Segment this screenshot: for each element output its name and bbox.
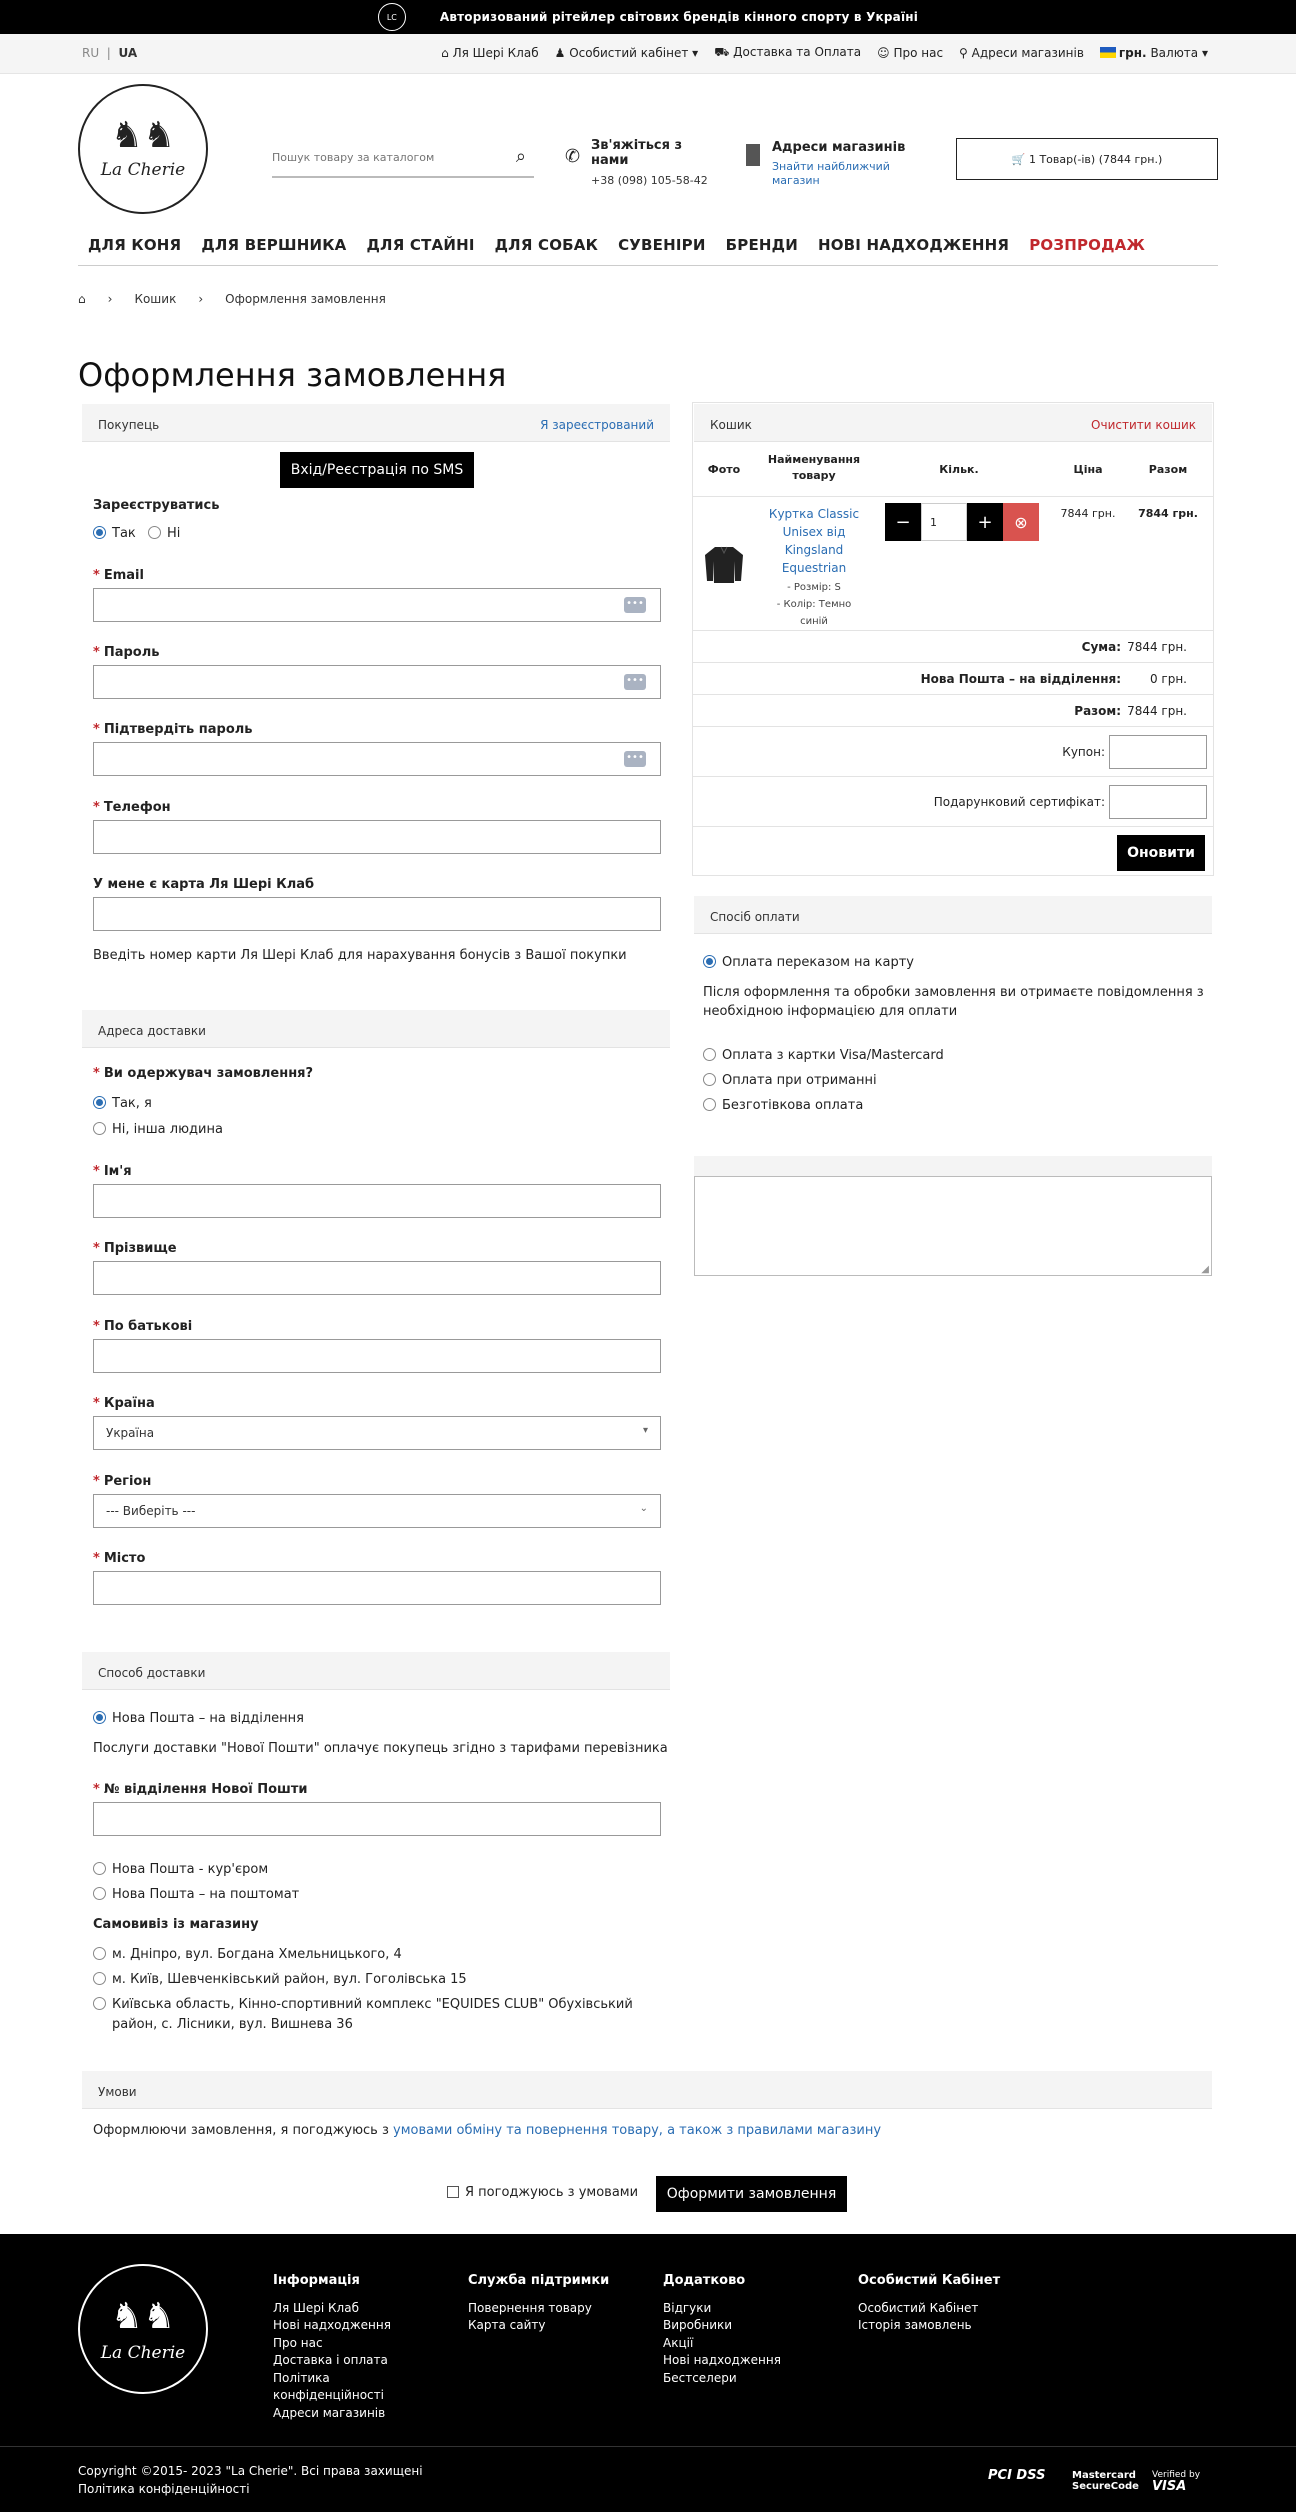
currency-dropdown[interactable] — [1100, 46, 1208, 60]
shipping-np-branch[interactable] — [93, 1711, 304, 1726]
first-name-text: Ім'я — [103, 1164, 132, 1179]
radio[interactable] — [93, 1862, 106, 1875]
update-cart-button[interactable]: Оновити — [1117, 835, 1205, 871]
pickup-dnipro[interactable] — [93, 1947, 402, 1962]
confirm-password-label: * Підтвердіть пароль — [93, 722, 253, 737]
visa-line-a: Verified by — [1152, 2470, 1201, 2480]
phone-icon: ✆ — [565, 146, 581, 167]
search-icon[interactable]: ⌕ — [515, 146, 526, 167]
footer-extra-title: Додатково — [663, 2273, 746, 2288]
caret-down-icon: ▾ — [692, 46, 699, 60]
gift-certificate-input[interactable] — [1109, 785, 1207, 819]
payment-cashless[interactable] — [703, 1098, 863, 1113]
submit-order-button[interactable]: Оформити замовлення — [656, 2176, 847, 2212]
stores-title: Адреси магазинів — [772, 140, 906, 155]
contact-phone[interactable]: +38 (098) 105-58-42 — [591, 174, 708, 187]
user-icon: ♟ — [554, 46, 566, 60]
item-name-line4: Equestrian — [781, 561, 847, 575]
stores-label: Адреси магазинів — [971, 46, 1084, 60]
mc-line-a: Mastercard — [1072, 2470, 1136, 2481]
horses-logo-icon: ♞♞ — [110, 2295, 176, 2337]
shipping-note: Послуги доставки "Нової Пошти" оплачує покупець згідно з тарифами перевізника — [93, 1741, 668, 1756]
register-no-label: Ні — [167, 526, 181, 541]
nav-item-dogs[interactable]: ДЛЯ СОБАК — [494, 236, 599, 254]
radio[interactable] — [703, 1048, 716, 1061]
np-branch-number-field[interactable] — [93, 1802, 661, 1836]
phone-label: * Телефон — [93, 800, 171, 815]
caret-down-icon: ▾ — [1201, 46, 1208, 60]
terms-link[interactable]: умовами обміну та повернення товару, а також з правилами магазину — [393, 2123, 882, 2138]
col-price: Ціна — [1073, 463, 1103, 476]
resize-handle-icon[interactable]: ◢ — [1201, 1264, 1209, 1275]
building-icon — [746, 144, 760, 166]
pickup-kyiv[interactable] — [93, 1972, 467, 1987]
buyer-header-label: Покупець — [98, 418, 160, 432]
stores-link[interactable] — [959, 46, 1084, 60]
item-name-line1: Куртка Classic — [768, 507, 860, 521]
col-photo: Фото — [707, 463, 741, 476]
payment-visa[interactable] — [703, 1048, 944, 1063]
cart-table-header — [693, 443, 1213, 497]
search-box — [272, 140, 534, 178]
ukraine-flag-icon — [1100, 47, 1116, 58]
radio-selected[interactable] — [93, 526, 106, 539]
register-no[interactable] — [148, 526, 180, 541]
item-color-b: синій — [800, 616, 828, 627]
cart-item-row — [693, 497, 1213, 631]
chevron-down-icon: ⌄ — [639, 1503, 648, 1514]
nav-item-rider[interactable]: ДЛЯ ВЕРШНИКА — [201, 236, 347, 254]
handshake-icon: ☺ — [877, 46, 890, 60]
club-link[interactable] — [441, 46, 538, 60]
footer-link[interactable]: Повернення товару — [468, 2300, 592, 2315]
nav-item-new[interactable]: НОВІ НАДХОДЖЕННЯ — [817, 236, 1010, 254]
breadcrumb — [78, 292, 386, 306]
city-label: * Місто — [93, 1551, 146, 1566]
site-logo[interactable] — [78, 84, 208, 214]
pickup-equides-line2: район, с. Лісники, вул. Вишнева 36 — [112, 2017, 353, 2032]
phone-field[interactable] — [93, 820, 661, 854]
remove-icon: ⊗ — [1014, 512, 1028, 532]
utility-bar — [0, 34, 1296, 74]
region-select[interactable] — [93, 1494, 661, 1528]
terms-text — [93, 2123, 881, 2138]
pickup-title: Самовивіз із магазину — [93, 1917, 259, 1932]
password-field[interactable] — [93, 665, 661, 699]
footer-link[interactable]: Акції — [663, 2335, 694, 2350]
cabinet-label: Особистий кабінет — [569, 46, 689, 60]
radio-selected[interactable] — [93, 1096, 106, 1109]
cod-label: Оплата при отриманні — [722, 1073, 877, 1088]
contact-title: Зв'яжіться з нами — [591, 138, 683, 168]
radio-selected[interactable] — [703, 955, 716, 968]
radio[interactable] — [148, 526, 161, 539]
patronymic-field[interactable] — [93, 1339, 661, 1373]
grand-total-value: 7844 грн. — [1127, 704, 1187, 718]
city-text: Місто — [103, 1551, 146, 1566]
footer-account-title: Особистий Кабінет — [858, 2273, 1001, 2288]
search-input[interactable] — [272, 140, 492, 174]
payment-card-transfer[interactable] — [703, 955, 914, 970]
top-banner — [0, 0, 1296, 34]
np-branch-number-text: № відділення Нової Пошти — [103, 1782, 308, 1797]
agree-checkbox-row[interactable] — [447, 2185, 638, 2200]
page-title: Оформлення замовлення — [78, 356, 507, 394]
item-options — [763, 579, 865, 630]
about-link[interactable] — [877, 46, 943, 60]
footer — [0, 2234, 1296, 2512]
find-store-link[interactable]: Знайти найближчий магазин — [772, 160, 890, 187]
recipient-question-text: Ви одержувач замовлення? — [103, 1066, 314, 1081]
comment-textarea[interactable] — [694, 1176, 1212, 1276]
item-size: - Розмір: S — [787, 582, 841, 593]
footer-logo-name: La Cherie — [100, 2342, 186, 2363]
country-value: Україна — [106, 1426, 155, 1440]
sum-row — [693, 631, 1213, 663]
about-label: Про нас — [893, 46, 944, 60]
clear-cart-link[interactable]: Очистити кошик — [1091, 418, 1196, 432]
banner-logo-text: LC — [386, 12, 397, 22]
footer-support-column — [468, 2272, 609, 2335]
np-courier-label: Нова Пошта - кур'єром — [112, 1862, 269, 1877]
club-card-field[interactable] — [93, 897, 661, 931]
banner-logo — [378, 3, 406, 31]
radio-selected[interactable] — [93, 1711, 106, 1724]
car-icon: ⛟ — [714, 45, 730, 59]
breadcrumb-cart[interactable]: Кошик — [134, 292, 177, 306]
footer-divider — [0, 2446, 1296, 2447]
chevron-right-icon: › — [198, 292, 204, 306]
footer-extra-column — [663, 2272, 781, 2387]
footer-link[interactable]: Про нас — [273, 2335, 323, 2350]
col-total: Разом — [1148, 463, 1188, 476]
dropdown-arrow-icon: ▾ — [642, 1425, 648, 1436]
header-cart-label: 1 Товар(-ів) (7844 грн.) — [1028, 152, 1163, 166]
map-marker-icon: ⚲ — [959, 46, 968, 60]
visa-label: Оплата з картки Visa/Mastercard — [722, 1048, 944, 1063]
registered-link[interactable]: Я зареєстрований — [540, 418, 654, 432]
pci-dss-logo: PCI DSS — [988, 2468, 1046, 2483]
coupon-label: Купон: — [1062, 745, 1105, 759]
pickup-equides[interactable] — [93, 1997, 633, 2012]
remove-item-button[interactable] — [1003, 503, 1039, 541]
col-name-b: товару — [792, 469, 836, 482]
payment-cod[interactable] — [703, 1073, 877, 1088]
footer-support-title: Служба підтримки — [468, 2273, 610, 2288]
utility-links — [441, 45, 1208, 61]
grand-total-label: Разом: — [1074, 704, 1121, 718]
currency-label: Валюта — [1150, 46, 1199, 60]
nav-item-horse[interactable]: ДЛЯ КОНЯ — [88, 236, 182, 254]
shipping-cost-label: Нова Пошта – на відділення: — [920, 672, 1121, 686]
footer-link[interactable]: Відгуки — [663, 2300, 712, 2315]
country-text: Країна — [103, 1396, 155, 1411]
club-card-label: У мене є карта Ля Шері Клаб — [93, 877, 315, 892]
region-label: * Регіон — [93, 1474, 152, 1489]
country-select[interactable] — [93, 1416, 661, 1450]
payment-note-b: необхідною інформацією для оплати — [703, 1004, 958, 1019]
confirm-password-field[interactable] — [93, 742, 661, 776]
autofill-icon[interactable]: ••• — [624, 597, 646, 613]
address-panel-header: Адреса доставки — [82, 1010, 670, 1048]
shipping-np-postomat[interactable] — [93, 1887, 299, 1902]
radio[interactable] — [93, 1972, 106, 1985]
radio[interactable] — [703, 1098, 716, 1111]
language-switcher — [82, 46, 137, 60]
footer-account-column — [858, 2272, 1000, 2335]
qty-minus-button[interactable] — [885, 503, 921, 541]
cart-icon: 🛒 — [1011, 152, 1029, 166]
coupon-input[interactable] — [1109, 735, 1207, 769]
home-icon[interactable]: ⌂ — [78, 292, 86, 306]
jacket-thumbnail[interactable] — [701, 541, 747, 587]
recipient-no[interactable] — [93, 1122, 223, 1137]
autofill-icon[interactable]: ••• — [624, 751, 646, 767]
nav-item-stable[interactable]: ДЛЯ СТАЙНІ — [366, 236, 475, 254]
footer-info-column — [273, 2272, 391, 2422]
banner-text: Авторизований рітейлер світових брендів кінного спорту в Україні — [439, 10, 919, 24]
footer-link[interactable]: Історія замовлень — [858, 2318, 972, 2332]
email-label: * Email — [93, 568, 144, 583]
agree-label: Я погоджуюсь з умовами — [465, 2185, 639, 2200]
mc-line-b: SecureCode — [1072, 2481, 1139, 2492]
email-label-text: Email — [103, 568, 144, 583]
password-label-text: Пароль — [103, 645, 160, 660]
club-card-hint: Введіть номер карти Ля Шері Клаб для нарахування бонусів з Вашої покупки — [93, 948, 627, 963]
register-yes[interactable] — [93, 526, 136, 541]
item-color-a: - Колір: Темно — [776, 599, 852, 610]
radio[interactable] — [93, 1997, 106, 2010]
autofill-icon[interactable]: ••• — [624, 674, 646, 690]
item-name-line2: Unisex від — [782, 525, 846, 539]
gift-certificate-label: Подарунковий сертифікат: — [933, 795, 1105, 809]
shipping-cost-row — [693, 663, 1213, 695]
recipient-yes[interactable] — [93, 1096, 152, 1111]
mastercard-securecode-logo — [1072, 2470, 1139, 2492]
sum-value: 7844 грн. — [1127, 640, 1187, 654]
first-name-label: * Ім'я — [93, 1164, 132, 1179]
last-name-label: * Прізвище — [93, 1241, 177, 1256]
card-transfer-label: Оплата переказом на карту — [722, 955, 914, 970]
lang-separator: | — [106, 46, 111, 60]
privacy-link[interactable]: Політика конфіденційності — [78, 2482, 250, 2496]
footer-link[interactable]: Доставка і оплата — [273, 2353, 388, 2367]
qty-input[interactable]: 1 — [921, 503, 967, 541]
visa-line-b: VISA — [1152, 2479, 1187, 2494]
password-label: * Пароль — [93, 645, 160, 660]
breadcrumb-current: Оформлення замовлення — [225, 292, 386, 306]
register-label: Зареєструватись — [93, 498, 220, 513]
sms-login-button[interactable]: Вхід/Реєстрація по SMS — [280, 452, 474, 488]
nav-item-sale[interactable]: РОЗПРОДАЖ — [1029, 236, 1146, 254]
copyright: Copyright ©2015- 2023 "La Cherie". Всі права захищені — [78, 2464, 423, 2478]
footer-link[interactable]: Виробники — [663, 2318, 733, 2332]
currency-code: грн. — [1118, 46, 1147, 60]
col-name-a: Найменування — [767, 453, 861, 466]
footer-logo[interactable] — [78, 2264, 208, 2394]
pickup-equides-line1: Київська область, Кінно-спортивний комплекс "EQUIDES CLUB" Обухівський — [112, 1997, 633, 2012]
city-field[interactable] — [93, 1571, 661, 1605]
footer-link[interactable]: Особистий Кабінет — [858, 2300, 979, 2315]
footer-link[interactable]: Карта сайту — [468, 2318, 546, 2332]
payment-note-a: Після оформлення та обробки замовлення ви отримаєте повідомлення з — [703, 985, 1204, 1000]
region-value: --- Виберіть --- — [106, 1504, 196, 1518]
sum-label: Сума: — [1081, 640, 1121, 654]
item-price: 7844 грн. — [1060, 507, 1116, 520]
footer-link[interactable]: Ля Шері Клаб — [273, 2300, 359, 2315]
gift-certificate-row — [693, 777, 1213, 827]
country-label: * Країна — [93, 1396, 155, 1411]
jacket-image — [701, 541, 747, 587]
np-branch-label: Нова Пошта – на відділення — [112, 1711, 305, 1726]
gift-icon: ⌂ — [441, 46, 449, 60]
nav-item-souvenirs[interactable]: СУВЕНІРИ — [618, 236, 706, 254]
lang-ru[interactable]: RU — [82, 46, 100, 60]
buyer-panel-header — [82, 404, 670, 442]
plus-icon: + — [977, 511, 993, 533]
shipping-cost-value: 0 грн. — [1149, 672, 1187, 686]
footer-link[interactable]: Політика — [273, 2370, 330, 2385]
footer-link[interactable]: конфіденційності — [273, 2388, 384, 2402]
cart-table — [692, 402, 1214, 876]
item-name-line3: Kingsland — [784, 543, 844, 557]
minus-icon: − — [895, 511, 911, 533]
item-name-link[interactable] — [763, 505, 865, 577]
recipient-yes-label: Так, я — [112, 1096, 152, 1111]
verified-by-visa-logo — [1152, 2470, 1200, 2492]
footer-info-title: Інформація — [273, 2273, 360, 2288]
confirm-label-text: Підтвердіть пароль — [103, 722, 253, 737]
radio[interactable] — [93, 1122, 106, 1135]
footer-link[interactable]: Нові надходження — [273, 2318, 391, 2332]
coupon-row — [693, 727, 1213, 777]
shipping-panel-header: Способ доставки — [82, 1652, 670, 1690]
qty-plus-button[interactable] — [967, 503, 1003, 541]
cabinet-link[interactable] — [555, 46, 699, 60]
terms-text-prefix: Оформлюючи замовлення, я погоджуюсь з — [93, 2123, 389, 2138]
terms-panel-header: Умови — [82, 2071, 1212, 2109]
item-total: 7844 грн. — [1138, 507, 1198, 520]
copyright-block — [78, 2462, 423, 2498]
recipient-question: * Ви одержувач замовлення? — [93, 1066, 314, 1081]
radio[interactable] — [703, 1073, 716, 1086]
delivery-link[interactable] — [714, 45, 861, 61]
chevron-right-icon: › — [107, 292, 113, 306]
logo-name: La Cherie — [100, 160, 186, 180]
agree-checkbox[interactable] — [447, 2186, 459, 2198]
shipping-np-courier[interactable] — [93, 1862, 268, 1877]
radio[interactable] — [93, 1887, 106, 1900]
np-branch-number-label: * № відділення Нової Пошти — [93, 1782, 308, 1797]
footer-link[interactable]: Адреси магазинів — [273, 2405, 386, 2420]
nav-item-brands[interactable]: БРЕНДИ — [725, 236, 798, 254]
register-yes-label: Так — [112, 526, 136, 541]
np-postomat-label: Нова Пошта – на поштомат — [112, 1887, 300, 1902]
phone-label-text: Телефон — [103, 800, 171, 815]
grand-total-row — [693, 695, 1213, 727]
lang-ua[interactable]: UA — [118, 46, 138, 60]
pickup-kyiv-label: м. Київ, Шевченківський район, вул. Гоголівська 15 — [112, 1972, 467, 1987]
last-name-field[interactable] — [93, 1261, 661, 1295]
comment-header — [694, 1156, 1212, 1176]
footer-link[interactable]: Нові надходження — [663, 2353, 781, 2367]
patronymic-label: * По батькові — [93, 1319, 193, 1334]
pickup-dnipro-label: м. Дніпро, вул. Богдана Хмельницького, 4 — [112, 1947, 402, 1962]
radio[interactable] — [93, 1947, 106, 1960]
footer-link[interactable]: Бестселери — [663, 2370, 737, 2385]
recipient-no-label: Ні, інша людина — [112, 1122, 223, 1137]
payment-panel-header: Спосіб оплати — [694, 896, 1212, 934]
main-nav — [78, 232, 1218, 266]
first-name-field[interactable] — [93, 1184, 661, 1218]
email-field[interactable] — [93, 588, 661, 622]
region-text: Регіон — [103, 1474, 152, 1489]
header-cart-button[interactable] — [956, 138, 1218, 180]
patronymic-text: По батькові — [103, 1319, 193, 1334]
club-label: Ля Шері Клаб — [452, 46, 539, 60]
col-qty: Кільк. — [939, 463, 979, 476]
delivery-label: Доставка та Оплата — [733, 45, 862, 59]
last-name-text: Прізвище — [103, 1241, 177, 1256]
cart-header-label: Кошик — [710, 418, 752, 432]
horses-logo-icon: ♞♞ — [110, 115, 176, 156]
cashless-label: Безготівкова оплата — [722, 1098, 864, 1113]
